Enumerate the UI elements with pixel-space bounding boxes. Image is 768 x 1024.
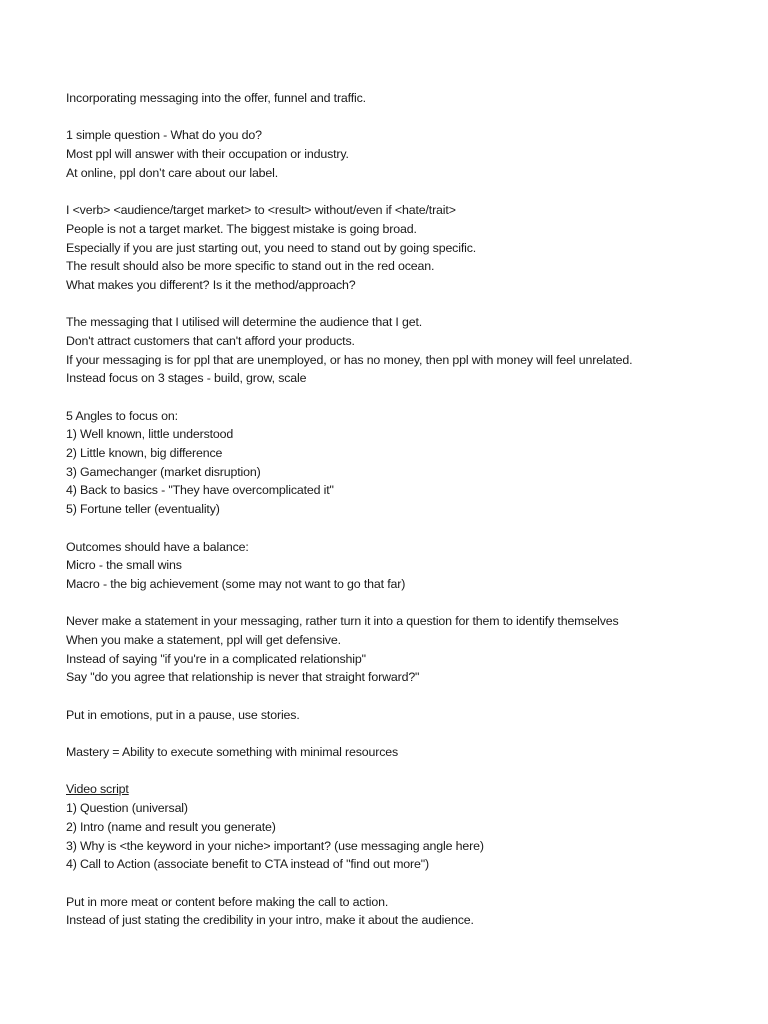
text-line: Most ppl will answer with their occupation or industry. <box>66 147 349 162</box>
list-item: 3) Gamechanger (market disruption) <box>66 464 261 479</box>
text-line: Instead of saying "if you're in a complicated relationship" <box>66 651 366 666</box>
text-line: Put in emotions, put in a pause, use stories. <box>66 707 300 722</box>
paragraph-gap <box>66 762 746 781</box>
paragraph-gap <box>66 295 746 314</box>
paragraph-gap <box>66 874 746 893</box>
text-line: 1 simple question - What do you do? <box>66 128 262 143</box>
text-line: Instead of just stating the credibility in your intro, make it about the audience. <box>66 913 474 928</box>
text-line: Put in more meat or content before making the call to action. <box>66 894 389 909</box>
paragraph-gap <box>66 724 746 743</box>
list-item: 4) Back to basics - "They have overcomplicated it" <box>66 483 334 498</box>
text-line: If your messaging is for ppl that are unemployed, or has no money, then ppl with money will feel unrelated. <box>66 352 633 367</box>
paragraph-gap <box>66 687 746 706</box>
text-line: Never make a statement in your messaging, rather turn it into a question for them to identify themselves <box>66 614 619 629</box>
list-item: 2) Little known, big difference <box>66 446 223 461</box>
text-line: Micro - the small wins <box>66 558 182 573</box>
document-title: Incorporating messaging into the offer, funnel and traffic. <box>66 91 366 105</box>
list-item: 5) Fortune teller (eventuality) <box>66 502 220 517</box>
section-heading: 5 Angles to focus on: <box>66 408 178 423</box>
list-item: 1) Question (universal) <box>66 801 188 816</box>
text-line: Macro - the big achievement (some may not want to go that far) <box>66 576 406 591</box>
text-line: Instead focus on 3 stages - build, grow, scale <box>66 371 307 386</box>
list-item: 2) Intro (name and result you generate) <box>66 819 276 834</box>
text-line: What makes you different? Is it the method/approach? <box>66 277 356 292</box>
text-line: Mastery = Ability to execute something with minimal resources <box>66 745 399 760</box>
paragraph-gap <box>66 594 746 613</box>
text-line: Don't attract customers that can't afford your products. <box>66 333 355 348</box>
text-line: People is not a target market. The biggest mistake is going broad. <box>66 221 417 236</box>
list-item: 3) Why is <the keyword in your niche> important? (use messaging angle here) <box>66 838 484 853</box>
paragraph-gap <box>66 519 746 538</box>
text-line: The messaging that I utilised will determine the audience that I get. <box>66 315 423 330</box>
section-heading: Outcomes should have a balance: <box>66 539 249 554</box>
text-line: Especially if you are just starting out, you need to stand out by going specific. <box>66 240 477 255</box>
paragraph-gap <box>66 182 746 201</box>
text-line: Say "do you agree that relationship is never that straight forward?" <box>66 670 420 685</box>
text-line: When you make a statement, ppl will get defensive. <box>66 632 341 647</box>
section-heading-underlined: Video script <box>66 782 129 797</box>
document-body <box>66 89 746 930</box>
list-item: 4) Call to Action (associate benefit to CTA instead of "find out more") <box>66 857 429 872</box>
paragraph-gap <box>66 108 746 127</box>
list-item: 1) Well known, little understood <box>66 427 234 442</box>
text-line: At online, ppl don’t care about our label. <box>66 165 279 180</box>
paragraph-gap <box>66 388 746 407</box>
text-line: I <verb> <audience/target market> to <result> without/even if <hate/trait> <box>66 203 456 218</box>
text-line: The result should also be more specific to stand out in the red ocean. <box>66 259 435 274</box>
